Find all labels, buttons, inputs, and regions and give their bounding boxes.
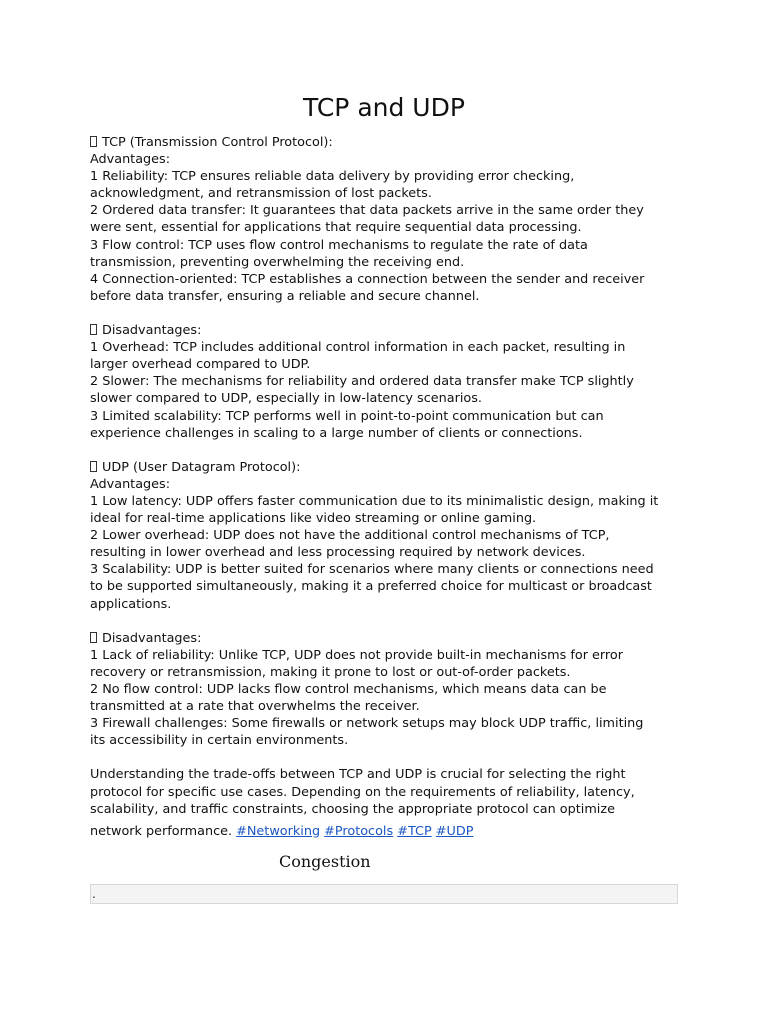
udp-disadvantage-2-line-2: transmitted at a rate that overwhelms the receiver. bbox=[90, 699, 420, 715]
conclusion-line-2: protocol for specific use cases. Depending on the requirements of reliability, latency, bbox=[90, 784, 635, 800]
tcp-advantage-4-line-1: 4 Connection-oriented: TCP establishes a connection between the sender and receiver bbox=[90, 271, 645, 287]
hashtag-protocols-link[interactable]: #Protocols bbox=[324, 823, 394, 839]
paragraph-gap bbox=[90, 613, 690, 630]
tcp-disadvantages-label: Disadvantages: bbox=[102, 323, 202, 339]
conclusion-line-3: scalability, and traffic constraints, choosing the appropriate protocol can optimize bbox=[90, 801, 615, 817]
paragraph-gap bbox=[90, 749, 690, 766]
missing-glyph-icon bbox=[90, 324, 97, 335]
tcp-advantage-3-line-1: 3 Flow control: TCP uses flow control mechanisms to regulate the rate of data bbox=[90, 237, 588, 253]
udp-disadvantage-3-line-2: its accessibility in certain environments. bbox=[90, 733, 349, 749]
tcp-advantage-1-line-2: acknowledgment, and retransmission of lost packets. bbox=[90, 186, 432, 202]
udp-advantage-3-line-2: to be supported simultaneously, making it a preferred choice for multicast or broadcast bbox=[90, 579, 652, 595]
hashtag-tcp-link[interactable]: #TCP bbox=[397, 823, 432, 839]
udp-disadvantage-1-line-1: 1 Lack of reliability: Unlike TCP, UDP does not provide built-in mechanisms for error bbox=[90, 647, 624, 663]
conclusion-line-4-text: network performance. bbox=[90, 823, 233, 839]
missing-glyph-icon bbox=[90, 632, 97, 643]
tcp-disadvantage-2-line-1: 2 Slower: The mechanisms for reliability and ordered data transfer make TCP slightly bbox=[90, 374, 634, 390]
udp-disadvantage-2-line-1: 2 No flow control: UDP lacks flow control mechanisms, which means data can be bbox=[90, 682, 607, 697]
udp-advantage-2-line-1: 2 Lower overhead: UDP does not have the additional control mechanisms of TCP, bbox=[90, 528, 610, 544]
udp-heading-line bbox=[90, 459, 690, 476]
tcp-advantage-2-line-2: were sent, essential for applications that require sequential data processing. bbox=[90, 220, 582, 236]
congestion-subtitle: Congestion bbox=[279, 852, 371, 871]
tcp-disadvantages-heading-line bbox=[90, 322, 690, 339]
udp-advantage-2-line-2: resulting in lower overhead and less processing required by network devices. bbox=[90, 545, 586, 561]
text-field-box[interactable] bbox=[90, 884, 678, 904]
tcp-advantage-4-line-2: before data transfer, ensuring a reliable and secure channel. bbox=[90, 288, 480, 304]
missing-glyph-icon bbox=[90, 136, 97, 147]
tcp-heading: TCP (Transmission Control Protocol): bbox=[102, 135, 333, 150]
hashtag-networking-link[interactable]: #Networking bbox=[236, 823, 321, 839]
tcp-disadvantage-2-line-2: slower compared to UDP, especially in low-latency scenarios. bbox=[90, 391, 482, 407]
tcp-advantage-2-line-1: 2 Ordered data transfer: It guarantees that data packets arrive in the same order they bbox=[90, 203, 644, 219]
udp-disadvantages-heading-line bbox=[90, 630, 690, 647]
tcp-disadvantage-3-line-2: experience challenges in scaling to a large number of clients or connections. bbox=[90, 425, 583, 441]
conclusion-line-4 bbox=[90, 823, 690, 840]
tcp-advantage-3-line-2: transmission, preventing overwhelming the receiving end. bbox=[90, 254, 465, 270]
tcp-disadvantage-1-line-2: larger overhead compared to UDP. bbox=[90, 357, 311, 373]
udp-heading: UDP (User Datagram Protocol): bbox=[102, 459, 301, 475]
tcp-advantages-label: Advantages: bbox=[90, 152, 171, 168]
hashtag-udp-link[interactable]: #UDP bbox=[435, 823, 474, 839]
udp-disadvantage-1-line-2: recovery or retransmission, making it prone to lost or out-of-order packets. bbox=[90, 664, 571, 680]
tcp-heading-line bbox=[90, 134, 690, 151]
post-body bbox=[90, 134, 690, 840]
udp-disadvantage-3-line-1: 3 Firewall challenges: Some firewalls or network setups may block UDP traffic, limiting bbox=[90, 716, 644, 732]
paragraph-gap bbox=[90, 305, 690, 322]
tcp-disadvantage-1-line-1: 1 Overhead: TCP includes additional control information in each packet, resulting in bbox=[90, 340, 626, 356]
page-title: TCP and UDP bbox=[303, 93, 465, 122]
missing-glyph-icon bbox=[90, 461, 97, 472]
udp-advantage-3-line-3: applications. bbox=[90, 596, 172, 612]
udp-advantages-label: Advantages: bbox=[90, 476, 171, 492]
udp-advantage-1-line-2: ideal for real-time applications like video streaming or online gaming. bbox=[90, 511, 537, 527]
tcp-disadvantage-3-line-1: 3 Limited scalability: TCP performs well in point-to-point communication but can bbox=[90, 408, 604, 424]
paragraph-gap bbox=[90, 442, 690, 459]
udp-disadvantages-label: Disadvantages: bbox=[102, 630, 202, 646]
conclusion-line-1: Understanding the trade-offs between TCP and UDP is crucial for selecting the right bbox=[90, 767, 626, 783]
text-field-value: . bbox=[92, 887, 96, 901]
udp-advantage-1-line-1: 1 Low latency: UDP offers faster communication due to its minimalistic design, making it bbox=[90, 493, 659, 509]
tcp-advantage-1-line-1: 1 Reliability: TCP ensures reliable data delivery by providing error checking, bbox=[90, 169, 575, 185]
udp-advantage-3-line-1: 3 Scalability: UDP is better suited for scenarios where many clients or connections need bbox=[90, 562, 654, 578]
